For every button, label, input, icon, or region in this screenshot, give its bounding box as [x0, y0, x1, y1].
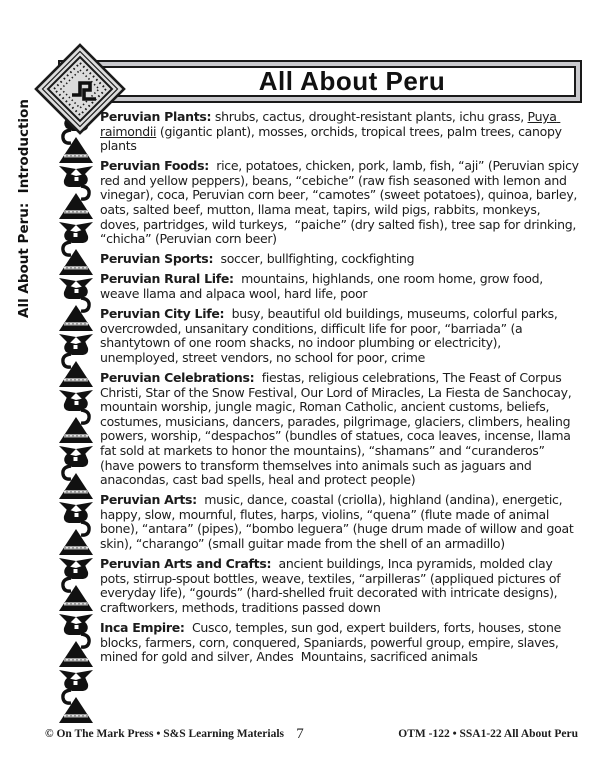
title-banner-inner	[64, 66, 576, 97]
section-label: Peruvian Rural Life:	[100, 271, 234, 287]
section-label: Inca Empire:	[100, 620, 185, 635]
section-peruvian-city-life	[100, 307, 579, 365]
section-peruvian-celebrations	[100, 371, 579, 488]
inca-logo-icon	[33, 42, 127, 136]
content-area	[100, 109, 583, 670]
page-number: 7	[296, 726, 304, 742]
section-text: mountains, highlands, one room home, grow food, weave llama and alpaca wool, hard life, poor	[100, 271, 547, 302]
section-peruvian-rural-life	[100, 272, 579, 301]
section-peruvian-sports	[100, 252, 579, 267]
section-text: ancient buildings, Inca pyramids, molded clay pots, stirrup-spout bottles, weave, textiles, “arpilleras” (appliqued pictures of everyday life), “gourds” (hard-shelled fruit decorated with intricate designs), craftworkers, methods, traditions passed down	[100, 556, 564, 615]
page-title: All About Peru	[258, 66, 446, 96]
section-label: Peruvian Plants:	[100, 109, 212, 124]
section-peruvian-foods	[100, 158, 583, 247]
section-label: Peruvian Arts:	[100, 492, 197, 508]
page-footer	[0, 726, 600, 746]
copyright-text: © On The Mark Press • S&S Learning Materials	[45, 728, 284, 740]
section-label: Peruvian Celebrations:	[100, 370, 255, 385]
section-label: Peruvian City Life:	[100, 306, 225, 322]
section-peruvian-plants	[100, 110, 579, 154]
section-text: music, dance, coastal (criolla), highland (andina), energetic, happy, slow, mournful, flutes, harps, violins, “quena” (flute made of animal bone), “antara” (pipes), “bombo leguera” (huge drum made of willow and goat skin), “charango” (small guitar made from the shell of an armadillo)	[100, 492, 578, 552]
section-text: busy, beautiful old buildings, museums, colorful parks, overcrowded, unsanitary conditions, difficult life for poor, “barriada” (a shantytown of one room shacks, no indoor plumbing or electricity), unemployed, street vendors, no school for poor, crime	[100, 306, 562, 365]
vertical-unit-label: All About Peru: Introduction	[16, 99, 32, 318]
underlined-term: Puya raimondii	[100, 109, 561, 139]
section-text: (gigantic plant), mosses, orchids, tropical trees, palm trees, canopy plants	[100, 123, 566, 154]
section-label: Peruvian Arts and Crafts:	[100, 556, 272, 572]
section-text: rice, potatoes, chicken, pork, lamb, fish, “aji” (Peruvian spicy red and yellow peppers), beans, “cebiche” (raw fish seasoned with lemon and vinegar), coca, Peruvian corn beer, “camotes” (sweet potatoes), quinoa, barley, oats, salted beef, mutton, llama meat, tapirs, wild pigs, rabbits, monkeys, doves, partridges, wild turkeys, “paiche” (dry salted fish), tree sap for drinking, “chicha” (Peruvian corn beer)	[100, 158, 583, 247]
section-text: Cusco, temples, sun god, expert builders, forts, houses, stone blocks, farmers, corn, conquered, Spaniards, powerful group, empire, slaves, mined for gold and silver, Andes Mountains, sacrificed animals	[100, 620, 565, 665]
section-inca-empire	[100, 621, 579, 665]
catalog-code-text: OTM -122 • SSA1-22 All About Peru	[398, 728, 578, 740]
section-label: Peruvian Foods:	[100, 158, 209, 174]
section-text: soccer, bullfighting, cockfighting	[213, 251, 415, 267]
section-text: fiestas, religious celebrations, The Feast of Corpus Christi, Star of the Snow Festival, Our Lord of Miracles, La Fiesta de Sanchocay, mountain worship, jungle magic, Roman Catholic, ancient customs, beliefs, costumes, musicians, dancers, parades, pilgrimage, glaciers, climbers, healing powers, worship, “despachos” (bundles of statues, coca leaves, incense, llama fat sold at markets to honor the mountains), “shamans” and “curanderos” (have powers to transform themselves into animals such as jaguars and anacondas, cast bad spells, heal and protect people)	[100, 370, 576, 488]
section-peruvian-arts	[100, 493, 579, 551]
section-text: shrubs, cactus, drought-resistant plants, ichu grass,	[211, 109, 528, 124]
section-peruvian-arts-and-crafts	[100, 557, 579, 615]
totem-border-icon	[56, 110, 96, 726]
section-label: Peruvian Sports:	[100, 251, 214, 267]
title-banner	[58, 60, 582, 103]
